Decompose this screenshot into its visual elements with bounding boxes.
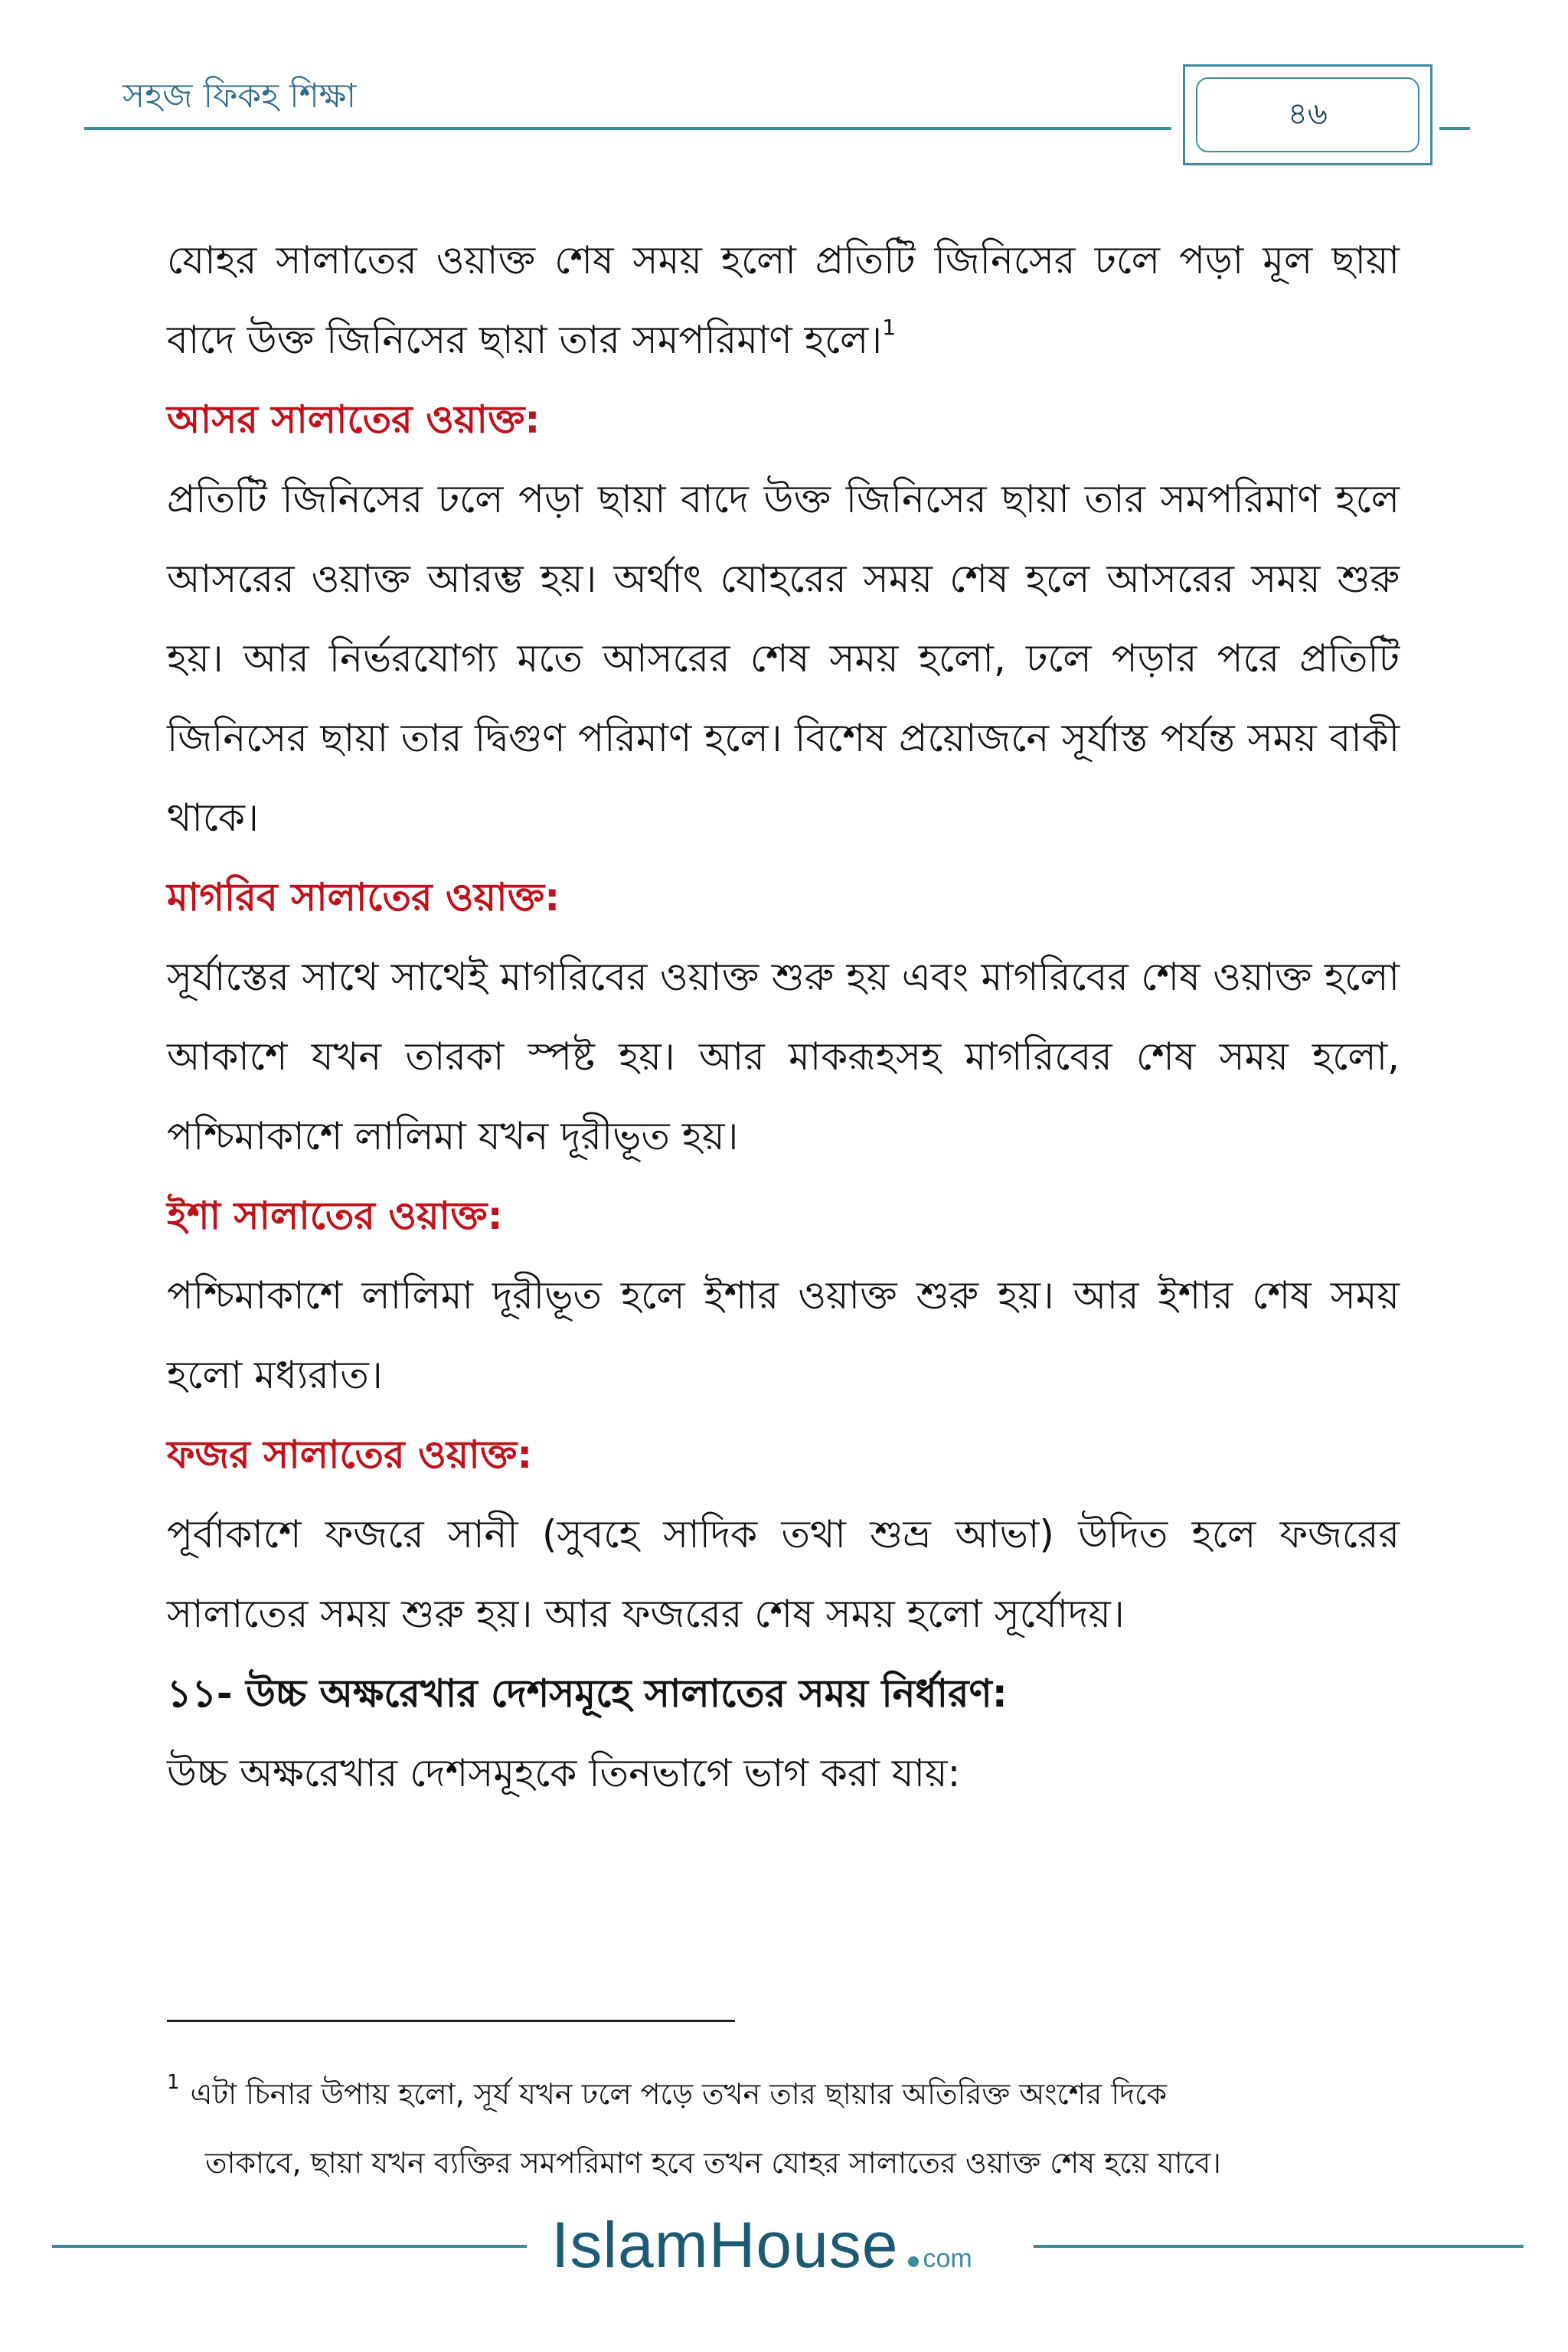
footnote-ref[interactable]: 1 (882, 315, 897, 340)
footnote-line-1: এটা চিনার উপায় হলো, সূর্য যখন ঢলে পড়ে তখন তার ছায়ার অতিরিক্ত অংশের দিকে (190, 2077, 1167, 2111)
paragraph-isha: পশ্চিমাকাশে লালিমা দূরীভূত হলে ইশার ওয়াক্ত শুরু হয়। আর ইশার শেষ সময় হলো মধ্যরাত। (167, 1273, 1400, 1397)
paragraph-zuhr (167, 220, 1400, 380)
footer-tld: com (923, 2244, 972, 2273)
footnote-line-2: তাকাবে, ছায়া যখন ব্যক্তির সমপরিমাণ হবে তখন যোহর সালাতের ওয়াক্ত শেষ হয়ে যাবে। (205, 2146, 1221, 2180)
header-rule-right (1439, 127, 1470, 130)
footnote-mark: 1 (167, 2071, 180, 2094)
header-rule (84, 127, 1171, 130)
paragraph-maghrib: সূর্যাস্তের সাথে সাথেই মাগরিবের ওয়াক্ত শুরু হয় এবং মাগরিবের শেষ ওয়াক্ত হলো আকাশে যখন তারকা স্পষ্ট হয়। আর মাকরূহসহ মাগরিবের শেষ সময় হলো, পশ্চিমাকাশে লালিমা যখন দূরীভূত হয়। (167, 955, 1400, 1158)
page-number-frame (1196, 77, 1419, 152)
footnote (167, 2060, 1400, 2197)
footer-rule-left (52, 2245, 527, 2248)
heading-maghrib: মাগরিব সালাতের ওয়াক্ত: (167, 875, 560, 920)
page-content (167, 220, 1400, 1813)
running-header-title: সহজ ফিকহ শিক্ষা (122, 77, 357, 116)
footer-logo[interactable] (551, 2208, 972, 2282)
page-number-box (1183, 64, 1432, 165)
paragraph-asr: প্রতিটি জিনিসের ঢলে পড়া ছায়া বাদে উক্ত জিনিসের ছায়া তার সমপরিমাণ হলে আসরের ওয়াক্ত আরম্ভ হয়। অর্থাৎ যোহরের সময় শেষ হলে আসরের সময় শুরু হয়। আর নির্ভরযোগ্য মতে আসরের শেষ সময় হলো, ঢলে পড়ার পরে প্রতিটি জিনিসের ছায়া তার দ্বিগুণ পরিমাণ হলে। বিশেষ প্রয়োজনে সূর্যাস্ত পর্যন্ত সময় বাকী থাকে। (167, 477, 1400, 840)
heading-fajr: ফজর সালাতের ওয়াক্ত: (167, 1432, 533, 1477)
heading-isha: ইশা সালাতের ওয়াক্ত: (167, 1194, 503, 1238)
heading-asr: আসর সালাতের ওয়াক্ত: (167, 397, 541, 442)
paragraph-fajr: পূর্বাকাশে ফজরে সানী (সুবহে সাদিক তথা শুভ্র আভা) উদিত হলে ফজরের সালাতের সময় শুরু হয়। আর ফজরের শেষ সময় হলো সূর্যোদয়। (167, 1512, 1400, 1636)
paragraph-zuhr-text: যোহর সালাতের ওয়াক্ত শেষ সময় হলো প্রতিটি জিনিসের ঢলে পড়া মূল ছায়া বাদে উক্ত জিনিসের ছায়া তার সমপরিমাণ হলে। (167, 238, 1400, 362)
footer-brand: IslamHouse (551, 2209, 899, 2281)
paragraph-section-11: উচ্চ অক্ষরেখার দেশসমূহকে তিনভাগে ভাগ করা যায়: (167, 1751, 961, 1795)
footer-rule-right (1034, 2245, 1524, 2248)
heading-section-11: ১১- উচ্চ অক্ষরেখার দেশসমূহে সালাতের সময় নির্ধারণ: (167, 1671, 1008, 1716)
footer-dot-icon (908, 2256, 919, 2267)
footnote-rule (167, 2020, 735, 2022)
page-number: ৪৬ (1288, 96, 1328, 132)
